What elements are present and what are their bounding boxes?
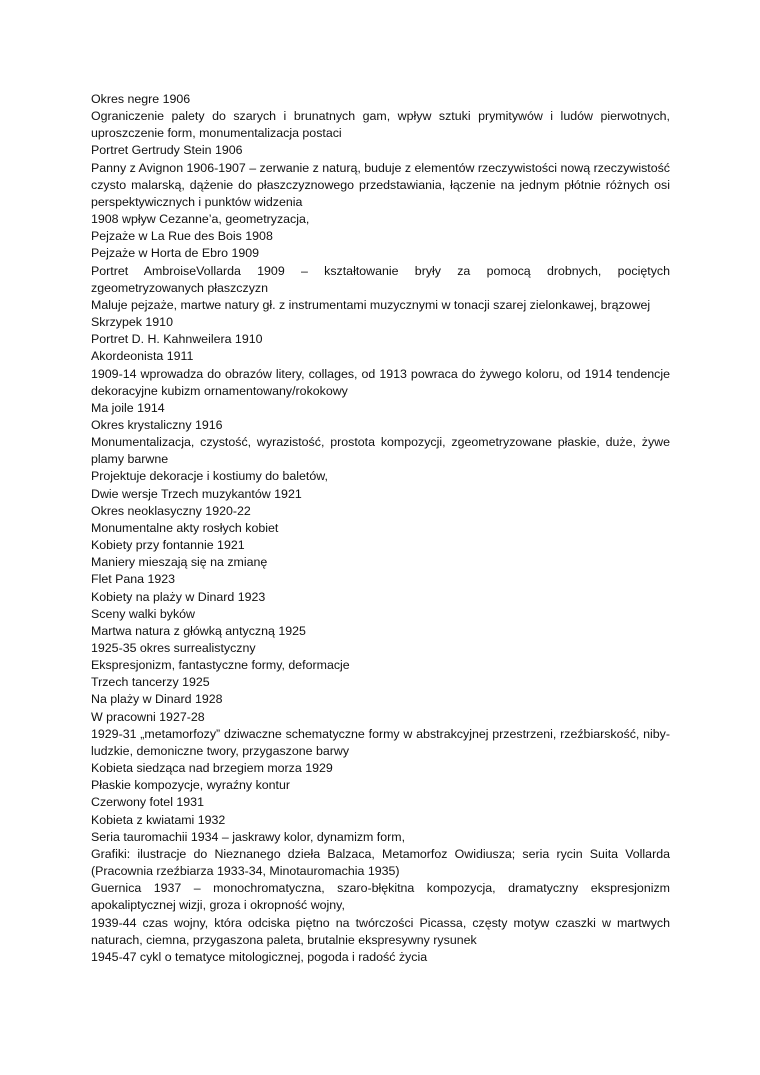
document-body xyxy=(91,91,670,966)
paragraph: Kobieta z kwiatami 1932 xyxy=(91,812,226,827)
paragraph: Sceny walki byków xyxy=(91,606,195,621)
paragraph: Ograniczenie palety do szarych i brunatnych gam, wpływ sztuki prymitywów i ludów pierwotnych, uproszczenie form, monumentalizacja postaci xyxy=(91,109,670,141)
paragraph: Czerwony fotel 1931 xyxy=(91,795,204,810)
paragraph: Na plaży w Dinard 1928 xyxy=(91,692,223,707)
paragraph: Kobieta siedząca nad brzegiem morza 1929 xyxy=(91,761,333,776)
paragraph: Portret D. H. Kahnweilera 1910 xyxy=(91,332,263,347)
paragraph: Guernica 1937 – monochromatyczna, szaro-błękitna kompozycja, dramatyczny ekspresjonizm apokaliptycznej wizji, groza i okropność wojny, xyxy=(91,881,670,913)
paragraph: Portret AmbroiseVollarda 1909 – kształtowanie bryły za pomocą drobnych, pociętych zgeometryzowanych płaszczyzn xyxy=(91,263,670,295)
paragraph: Trzech tancerzy 1925 xyxy=(91,675,210,690)
paragraph: Skrzypek 1910 xyxy=(91,315,173,330)
paragraph: Grafiki: ilustracje do Nieznanego dzieła Balzaca, Metamorfoz Owidiusza; seria rycin Suita Vollarda (Pracownia rzeźbiarza 1933-34, Minotauromachia 1935) xyxy=(91,846,670,879)
paragraph: Maniery mieszają się na zmianę xyxy=(91,555,268,570)
paragraph: Projektuje dekoracje i kostiumy do baletów, xyxy=(91,469,328,484)
paragraph: Dwie wersje Trzech muzykantów 1921 xyxy=(91,486,302,501)
paragraph: Okres krystaliczny 1916 xyxy=(91,417,223,432)
paragraph: 1939-44 czas wojny, która odciska piętno na twórczości Picassa, częsty motyw czaszki w martwych naturach, ciemna, przygaszona paleta, brutalnie ekspresywny rysunek xyxy=(91,915,670,947)
paragraph: Maluje pejzaże, martwe natury gł. z instrumentami muzycznymi w tonacji szarej zielonkawej, brązowej xyxy=(91,297,651,312)
paragraph: Okres negre 1906 xyxy=(91,92,191,106)
paragraph: Pejzaże w Horta de Ebro 1909 xyxy=(91,246,260,261)
paragraph: Monumentalne akty rosłych kobiet xyxy=(91,520,279,535)
paragraph: 1945-47 cykl o tematyce mitologicznej, pogoda i radość życia xyxy=(91,949,428,964)
paragraph: Martwa natura z główką antyczną 1925 xyxy=(91,623,306,638)
paragraph: Monumentalizacja, czystość, wyrazistość, prostota kompozycji, zgeometryzowane płaskie, duże, żywe plamy barwne xyxy=(91,435,670,467)
paragraph: Flet Pana 1923 xyxy=(91,572,176,587)
paragraph: Ekspresjonizm, fantastyczne formy, deformacje xyxy=(91,658,350,673)
paragraph: 1909-14 wprowadza do obrazów litery, collages, od 1913 powraca do żywego koloru, od 1914 tendencje dekoracyjne kubizm ornamentowany/rokokowy xyxy=(91,366,670,398)
paragraph: Akordeonista 1911 xyxy=(91,349,194,364)
paragraph: Seria tauromachii 1934 – jaskrawy kolor, dynamizm form, xyxy=(91,829,406,844)
paragraph: Pejzaże w La Rue des Bois 1908 xyxy=(91,229,273,244)
paragraph: Okres neoklasyczny 1920-22 xyxy=(91,503,251,518)
paragraph: Płaskie kompozycje, wyraźny kontur xyxy=(91,778,291,793)
paragraph: Ma joile 1914 xyxy=(91,400,165,415)
paragraph: Panny z Avignon 1906-1907 – zerwanie z naturą, buduje z elementów rzeczywistości nową rzeczywistość czysto malarską, dążenie do płaszczyznowego przedstawiania, łączenie na jednym płótnie różnych osi perspektywicznych i punktów widzenia xyxy=(91,160,670,209)
paragraph: Portret Gertrudy Stein 1906 xyxy=(91,143,243,158)
paragraph: 1925-35 okres surrealistyczny xyxy=(91,641,256,655)
paragraph: 1929-31 „metamorfozy” dziwaczne schematyczne formy w abstrakcyjnej przestrzeni, rzeźbiarskość, niby-ludzkie, demoniczne twory, przygaszone barwy xyxy=(91,726,670,758)
paragraph: 1908 wpływ Cezanne’a, geometryzacja, xyxy=(91,212,310,227)
paragraph: W pracowni 1927-28 xyxy=(91,709,205,724)
paragraph: Kobiety na plaży w Dinard 1923 xyxy=(91,589,266,604)
paragraph: Kobiety przy fontannie 1921 xyxy=(91,538,245,553)
